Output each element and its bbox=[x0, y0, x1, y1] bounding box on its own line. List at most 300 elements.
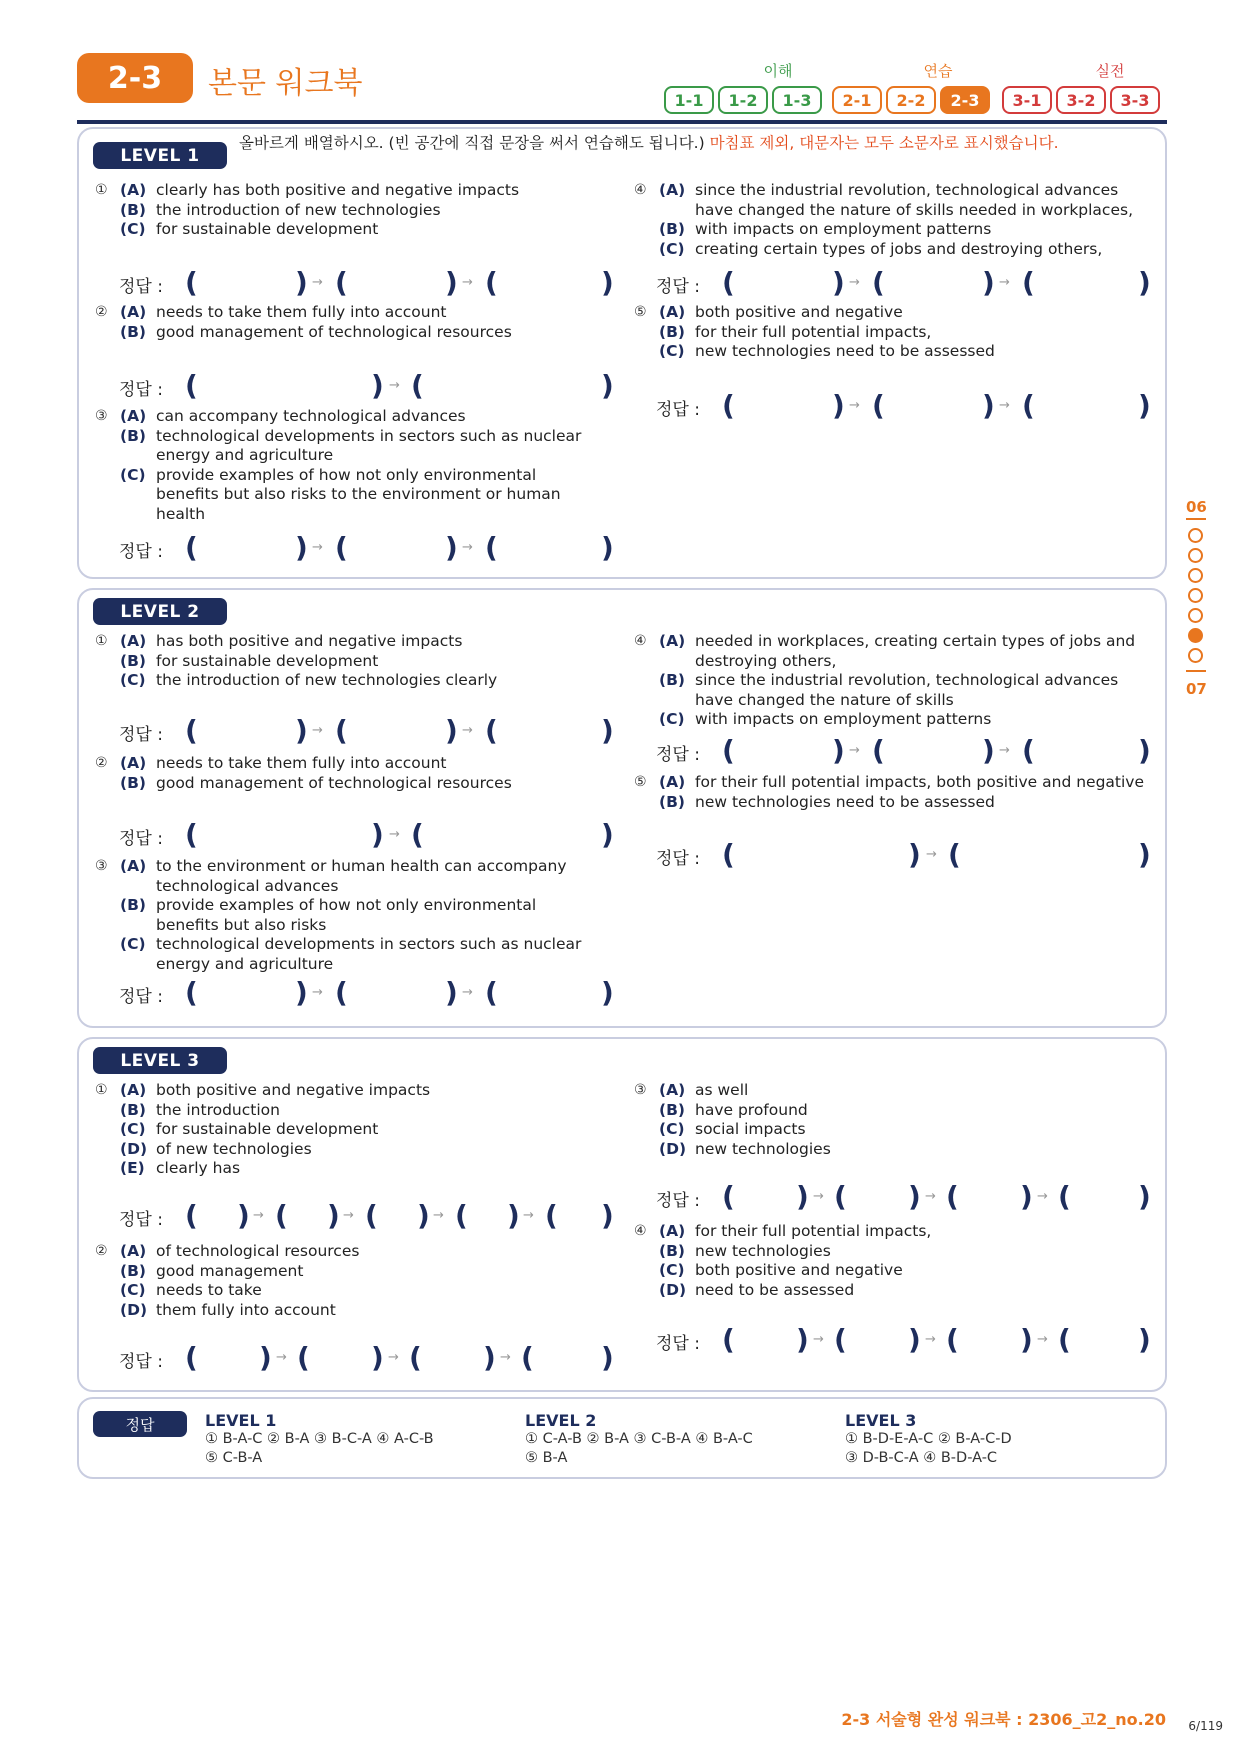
item-number: ⑤ bbox=[634, 304, 647, 320]
nav-3-1[interactable]: 3-1 bbox=[1002, 86, 1052, 114]
option-text: to the environment or human health can accompany technological advances bbox=[156, 857, 567, 895]
paren-open: ( bbox=[872, 389, 885, 422]
paren-open: ( bbox=[185, 1199, 198, 1232]
paren-close: ) bbox=[1138, 734, 1151, 767]
header-rule bbox=[77, 120, 1167, 124]
group-label-real: 실전 bbox=[1095, 62, 1125, 80]
option-key: (D) bbox=[659, 1280, 687, 1299]
paren-open: ( bbox=[521, 1341, 534, 1374]
l1-answer-4[interactable] bbox=[656, 268, 1156, 298]
nav-2-2[interactable]: 2-2 bbox=[886, 86, 936, 114]
l1-item-5 bbox=[634, 303, 1149, 362]
side-nav-top-number[interactable]: 06 bbox=[1186, 498, 1207, 516]
arrow-icon: → bbox=[433, 1208, 444, 1223]
option-key: (B) bbox=[120, 896, 146, 914]
option-key: (B) bbox=[659, 1241, 685, 1260]
l1-item-3 bbox=[95, 407, 590, 524]
item-number: ② bbox=[95, 304, 108, 320]
answer-key-level1 bbox=[205, 1411, 434, 1468]
page-title: 본문 워크북 bbox=[208, 66, 363, 101]
option-key: (A) bbox=[120, 1242, 147, 1260]
option-key: (B) bbox=[120, 1261, 146, 1280]
arrow-icon: → bbox=[343, 1208, 354, 1223]
option-text: for their full potential impacts, both positive and negative bbox=[695, 773, 1145, 791]
paren-close: ) bbox=[327, 1199, 340, 1232]
option-key: (E) bbox=[120, 1159, 145, 1177]
nav-3-2[interactable]: 3-2 bbox=[1056, 86, 1106, 114]
l3-answer-3[interactable] bbox=[656, 1182, 1156, 1212]
l2-item-3 bbox=[95, 857, 590, 974]
answer-key-title: LEVEL 2 bbox=[525, 1411, 597, 1430]
item-number: ③ bbox=[634, 1082, 647, 1098]
paren-close: ) bbox=[295, 266, 308, 299]
paren-close: ) bbox=[832, 734, 845, 767]
paren-open: ( bbox=[275, 1199, 288, 1232]
paren-close: ) bbox=[417, 1199, 430, 1232]
l2-item-4 bbox=[634, 632, 1149, 730]
option-text: technological developments in sectors such as nuclear energy and agriculture bbox=[156, 426, 582, 464]
paren-open: ( bbox=[722, 1323, 735, 1356]
paren-close: ) bbox=[796, 1323, 809, 1356]
paren-open: ( bbox=[185, 976, 198, 1009]
answer-key-title: LEVEL 1 bbox=[205, 1411, 277, 1430]
option-key: (B) bbox=[120, 426, 146, 445]
option-key: (B) bbox=[120, 1100, 146, 1119]
answer-label: 정답 : bbox=[656, 745, 700, 765]
paren-close: ) bbox=[371, 369, 384, 402]
option-text: needs to take them fully into account bbox=[156, 754, 447, 772]
arrow-icon: → bbox=[925, 1189, 936, 1204]
level1-tag: LEVEL 1 bbox=[93, 142, 227, 169]
paren-open: ( bbox=[834, 1180, 847, 1213]
paren-open: ( bbox=[485, 976, 498, 1009]
answer-key-level2 bbox=[525, 1411, 753, 1468]
answer-label: 정답 : bbox=[119, 1210, 163, 1230]
paren-open: ( bbox=[411, 369, 424, 402]
option-key: (B) bbox=[659, 322, 685, 341]
paren-close: ) bbox=[601, 1341, 614, 1374]
answer-label: 정답 : bbox=[119, 1352, 163, 1372]
l2-answer-4[interactable] bbox=[656, 736, 1156, 766]
paren-open: ( bbox=[335, 531, 348, 564]
option-key: (C) bbox=[120, 671, 146, 689]
option-text: clearly has both positive and negative impacts bbox=[156, 181, 520, 199]
option-text: both positive and negative impacts bbox=[156, 1081, 431, 1099]
nav-1-1[interactable]: 1-1 bbox=[664, 86, 714, 114]
side-nav-dot[interactable] bbox=[1188, 588, 1203, 603]
paren-open: ( bbox=[335, 714, 348, 747]
arrow-icon: → bbox=[462, 985, 473, 1000]
arrow-icon: → bbox=[813, 1332, 824, 1347]
side-nav-dot[interactable] bbox=[1188, 528, 1203, 543]
side-nav-dot-current[interactable] bbox=[1188, 628, 1203, 643]
arrow-icon: → bbox=[1037, 1189, 1048, 1204]
option-key: (C) bbox=[120, 1281, 146, 1299]
option-text: good management bbox=[156, 1261, 304, 1280]
paren-open: ( bbox=[335, 976, 348, 1009]
paren-close: ) bbox=[601, 1199, 614, 1232]
paren-close: ) bbox=[601, 266, 614, 299]
l2-item-1 bbox=[95, 632, 590, 691]
paren-close: ) bbox=[982, 734, 995, 767]
l3-item-3 bbox=[634, 1081, 1149, 1159]
paren-close: ) bbox=[982, 389, 995, 422]
option-key: (A) bbox=[659, 1222, 686, 1240]
item-number: ① bbox=[95, 182, 108, 198]
answer-label: 정답 : bbox=[119, 277, 163, 297]
option-text: both positive and negative bbox=[695, 303, 903, 321]
arrow-icon: → bbox=[500, 1350, 511, 1365]
arrow-icon: → bbox=[389, 378, 400, 393]
l1-answer-3[interactable] bbox=[119, 533, 619, 563]
option-text: of new technologies bbox=[156, 1139, 312, 1158]
answer-key-title: LEVEL 3 bbox=[845, 1411, 917, 1430]
option-text: needed in workplaces, creating certain types of jobs and destroying others, bbox=[695, 632, 1136, 670]
paren-close: ) bbox=[1020, 1323, 1033, 1356]
option-key: (B) bbox=[120, 200, 146, 219]
option-key: (A) bbox=[120, 857, 147, 875]
option-text: for sustainable development bbox=[156, 651, 379, 670]
paren-close: ) bbox=[1138, 838, 1151, 871]
paren-close: ) bbox=[371, 818, 384, 851]
paren-open: ( bbox=[185, 266, 198, 299]
option-text: both positive and negative bbox=[695, 1261, 903, 1279]
page-number: 6/119 bbox=[1188, 1719, 1223, 1733]
paren-close: ) bbox=[601, 714, 614, 747]
paren-close: ) bbox=[982, 266, 995, 299]
arrow-icon: → bbox=[312, 985, 323, 1000]
option-text: provide examples of how not only environmental benefits but also risks bbox=[156, 896, 537, 934]
nav-1-2[interactable]: 1-2 bbox=[718, 86, 768, 114]
option-text: clearly has bbox=[156, 1159, 241, 1177]
option-key: (A) bbox=[659, 303, 686, 321]
paren-open: ( bbox=[1058, 1323, 1071, 1356]
footer-title: 2-3 서술형 완성 워크북 : 2306_고2_no.20 bbox=[841, 1710, 1166, 1729]
option-key: (D) bbox=[120, 1139, 148, 1158]
level3-tag: LEVEL 3 bbox=[93, 1047, 227, 1074]
paren-open: ( bbox=[872, 266, 885, 299]
side-nav-dot[interactable] bbox=[1188, 568, 1203, 583]
option-text: can accompany technological advances bbox=[156, 407, 466, 425]
option-text: the introduction bbox=[156, 1100, 280, 1119]
paren-close: ) bbox=[832, 389, 845, 422]
paren-open: ( bbox=[722, 734, 735, 767]
l2-answer-2[interactable] bbox=[119, 820, 619, 850]
arrow-icon: → bbox=[999, 743, 1010, 758]
answer-label: 정답 : bbox=[119, 542, 163, 562]
l2-answer-5[interactable] bbox=[656, 840, 1156, 870]
item-number: ③ bbox=[95, 858, 108, 874]
side-nav-dot[interactable] bbox=[1188, 608, 1203, 623]
paren-open: ( bbox=[185, 714, 198, 747]
l3-answer-4[interactable] bbox=[656, 1325, 1156, 1355]
paren-open: ( bbox=[948, 838, 961, 871]
paren-open: ( bbox=[545, 1199, 558, 1232]
option-key: (A) bbox=[120, 407, 147, 425]
paren-open: ( bbox=[946, 1323, 959, 1356]
option-text: good management of technological resources bbox=[156, 322, 512, 341]
answer-key-box bbox=[77, 1397, 1167, 1479]
instruction bbox=[239, 133, 1159, 153]
paren-open: ( bbox=[1058, 1180, 1071, 1213]
paren-close: ) bbox=[1138, 266, 1151, 299]
paren-close: ) bbox=[445, 714, 458, 747]
answer-key-line: ③ D-B-C-A ④ B-D-A-C bbox=[845, 1450, 998, 1466]
paren-open: ( bbox=[722, 266, 735, 299]
paren-close: ) bbox=[832, 266, 845, 299]
paren-open: ( bbox=[409, 1341, 422, 1374]
option-key: (A) bbox=[120, 181, 147, 199]
item-number: ④ bbox=[634, 182, 647, 198]
option-key: (A) bbox=[659, 1081, 686, 1099]
answer-key-line: ⑤ B-A bbox=[525, 1450, 568, 1466]
arrow-icon: → bbox=[276, 1350, 287, 1365]
level3-box bbox=[77, 1037, 1167, 1392]
option-key: (C) bbox=[659, 1261, 685, 1279]
l2-answer-1[interactable] bbox=[119, 716, 619, 746]
option-text: good management of technological resources bbox=[156, 773, 512, 792]
paren-close: ) bbox=[796, 1180, 809, 1213]
answer-key-line: ① B-A-C ② B-A ③ B-C-A ④ A-C-B bbox=[205, 1431, 434, 1447]
item-number: ① bbox=[95, 633, 108, 649]
answer-key-tag: 정답 bbox=[93, 1411, 187, 1437]
l1-answer-2[interactable] bbox=[119, 371, 619, 401]
answer-label: 정답 : bbox=[119, 725, 163, 745]
answer-label: 정답 : bbox=[119, 380, 163, 400]
l2-item-2 bbox=[95, 754, 590, 793]
option-text: technological developments in sectors such as nuclear energy and agriculture bbox=[156, 935, 582, 973]
paren-open: ( bbox=[455, 1199, 468, 1232]
option-key: (C) bbox=[659, 710, 685, 728]
paren-close: ) bbox=[1020, 1180, 1033, 1213]
option-key: (B) bbox=[120, 322, 146, 341]
side-nav-dot[interactable] bbox=[1188, 548, 1203, 563]
paren-open: ( bbox=[335, 266, 348, 299]
paren-open: ( bbox=[185, 818, 198, 851]
paren-open: ( bbox=[365, 1199, 378, 1232]
option-key: (D) bbox=[120, 1300, 148, 1319]
option-text: of technological resources bbox=[156, 1242, 360, 1260]
arrow-icon: → bbox=[389, 827, 400, 842]
paren-close: ) bbox=[908, 1180, 921, 1213]
option-key: (D) bbox=[659, 1139, 687, 1158]
paren-close: ) bbox=[908, 838, 921, 871]
item-number: ④ bbox=[634, 1223, 647, 1239]
answer-label: 정답 : bbox=[656, 849, 700, 869]
l1-item-2 bbox=[95, 303, 590, 342]
option-text: new technologies bbox=[695, 1241, 831, 1260]
paren-close: ) bbox=[445, 976, 458, 1009]
arrow-icon: → bbox=[523, 1208, 534, 1223]
option-key: (B) bbox=[659, 671, 685, 689]
l3-item-1 bbox=[95, 1081, 590, 1179]
arrow-icon: → bbox=[925, 1332, 936, 1347]
arrow-icon: → bbox=[253, 1208, 264, 1223]
paren-open: ( bbox=[722, 389, 735, 422]
paren-open: ( bbox=[411, 818, 424, 851]
paren-close: ) bbox=[237, 1199, 250, 1232]
option-text: with impacts on employment patterns bbox=[695, 220, 992, 238]
paren-open: ( bbox=[1022, 389, 1035, 422]
arrow-icon: → bbox=[813, 1189, 824, 1204]
section-badge: 2-3 bbox=[77, 53, 193, 103]
side-nav-bottom-line bbox=[1186, 670, 1206, 672]
l3-item-2 bbox=[95, 1242, 590, 1320]
paren-close: ) bbox=[445, 266, 458, 299]
answer-key-line: ① B-D-E-A-C ② B-A-C-D bbox=[845, 1431, 1012, 1447]
option-text: for their full potential impacts, bbox=[695, 1222, 932, 1240]
paren-open: ( bbox=[722, 838, 735, 871]
arrow-icon: → bbox=[999, 398, 1010, 413]
answer-label: 정답 : bbox=[656, 277, 700, 297]
paren-close: ) bbox=[601, 369, 614, 402]
paren-open: ( bbox=[485, 531, 498, 564]
option-key: (C) bbox=[659, 1120, 685, 1138]
option-key: (A) bbox=[120, 632, 147, 650]
l1-answer-1[interactable] bbox=[119, 268, 619, 298]
option-text: creating certain types of jobs and destroying others, bbox=[695, 239, 1103, 258]
arrow-icon: → bbox=[1037, 1332, 1048, 1347]
paren-close: ) bbox=[259, 1341, 272, 1374]
option-key: (C) bbox=[120, 935, 146, 953]
side-nav-dot[interactable] bbox=[1188, 648, 1203, 663]
option-key: (B) bbox=[659, 792, 685, 811]
option-key: (C) bbox=[120, 220, 146, 238]
arrow-icon: → bbox=[926, 847, 937, 862]
answer-label: 정답 : bbox=[119, 987, 163, 1007]
answer-label: 정답 : bbox=[656, 1334, 700, 1354]
group-label-practice: 연습 bbox=[923, 62, 953, 80]
group-label-understand: 이해 bbox=[763, 62, 793, 80]
instruction-text: 올바르게 배열하시오. (빈 공간에 직접 문장을 써서 연습해도 됩니다.) bbox=[239, 134, 705, 152]
option-text: need to be assessed bbox=[695, 1280, 855, 1299]
option-key: (B) bbox=[120, 773, 146, 792]
l1-answer-5[interactable] bbox=[656, 391, 1156, 421]
paren-close: ) bbox=[371, 1341, 384, 1374]
arrow-icon: → bbox=[312, 275, 323, 290]
option-text: them fully into account bbox=[156, 1300, 336, 1319]
answer-key-line: ⑤ C-B-A bbox=[205, 1450, 263, 1466]
level1-box bbox=[77, 127, 1167, 579]
paren-open: ( bbox=[946, 1180, 959, 1213]
paren-close: ) bbox=[601, 976, 614, 1009]
instruction-highlight: 마침표 제외, 대문자는 모두 소문자로 표시했습니다. bbox=[704, 134, 1059, 152]
l2-answer-3[interactable] bbox=[119, 978, 619, 1008]
paren-open: ( bbox=[185, 1341, 198, 1374]
item-number: ① bbox=[95, 1082, 108, 1098]
option-key: (A) bbox=[659, 181, 686, 199]
arrow-icon: → bbox=[312, 723, 323, 738]
paren-close: ) bbox=[601, 818, 614, 851]
option-text: needs to take them fully into account bbox=[156, 303, 447, 321]
option-text: new technologies need to be assessed bbox=[695, 342, 995, 360]
paren-close: ) bbox=[1138, 1180, 1151, 1213]
answer-key-level3 bbox=[845, 1411, 1012, 1468]
arrow-icon: → bbox=[849, 743, 860, 758]
answer-key-line: ① C-A-B ② B-A ③ C-B-A ④ B-A-C bbox=[525, 1431, 753, 1447]
arrow-icon: → bbox=[999, 275, 1010, 290]
option-text: provide examples of how not only environmental benefits but also risks to the environment or human health bbox=[156, 465, 561, 523]
option-key: (B) bbox=[659, 220, 685, 238]
nav-2-1[interactable]: 2-1 bbox=[832, 86, 882, 114]
option-text: as well bbox=[695, 1081, 749, 1099]
paren-open: ( bbox=[185, 369, 198, 402]
option-text: new technologies need to be assessed bbox=[695, 792, 995, 811]
paren-open: ( bbox=[297, 1341, 310, 1374]
arrow-icon: → bbox=[462, 540, 473, 555]
paren-close: ) bbox=[908, 1323, 921, 1356]
option-text: the introduction of new technologies clearly bbox=[156, 671, 498, 689]
paren-open: ( bbox=[722, 1180, 735, 1213]
l3-answer-2[interactable] bbox=[119, 1343, 619, 1373]
paren-close: ) bbox=[1138, 389, 1151, 422]
paren-open: ( bbox=[872, 734, 885, 767]
option-text: for sustainable development bbox=[156, 220, 379, 238]
paren-open: ( bbox=[485, 266, 498, 299]
paren-close: ) bbox=[445, 531, 458, 564]
l1-item-4 bbox=[634, 181, 1149, 259]
level2-box bbox=[77, 588, 1167, 1028]
nav-1-3[interactable]: 1-3 bbox=[772, 86, 822, 114]
option-text: with impacts on employment patterns bbox=[695, 710, 992, 728]
arrow-icon: → bbox=[849, 275, 860, 290]
option-key: (B) bbox=[120, 651, 146, 670]
option-key: (A) bbox=[659, 773, 686, 791]
item-number: ② bbox=[95, 1243, 108, 1259]
nav-3-3[interactable]: 3-3 bbox=[1110, 86, 1160, 114]
answer-label: 정답 : bbox=[119, 829, 163, 849]
l1-item-1 bbox=[95, 181, 590, 240]
paren-open: ( bbox=[834, 1323, 847, 1356]
option-key: (A) bbox=[120, 303, 147, 321]
item-number: ② bbox=[95, 755, 108, 771]
l3-item-4 bbox=[634, 1222, 1149, 1300]
arrow-icon: → bbox=[312, 540, 323, 555]
paren-close: ) bbox=[1138, 1323, 1151, 1356]
l3-answer-1[interactable] bbox=[119, 1201, 619, 1231]
option-text: for their full potential impacts, bbox=[695, 322, 932, 341]
option-text: for sustainable development bbox=[156, 1120, 379, 1138]
arrow-icon: → bbox=[388, 1350, 399, 1365]
option-key: (C) bbox=[659, 239, 685, 258]
arrow-icon: → bbox=[462, 723, 473, 738]
option-key: (A) bbox=[120, 754, 147, 772]
paren-open: ( bbox=[1022, 734, 1035, 767]
option-text: social impacts bbox=[695, 1120, 806, 1138]
paren-close: ) bbox=[295, 976, 308, 1009]
side-nav-bottom-number[interactable]: 07 bbox=[1186, 680, 1207, 698]
answer-label: 정답 : bbox=[656, 1191, 700, 1211]
nav-2-3[interactable]: 2-3 bbox=[940, 86, 990, 114]
paren-close: ) bbox=[295, 531, 308, 564]
paren-close: ) bbox=[601, 531, 614, 564]
option-text: needs to take bbox=[156, 1281, 262, 1299]
option-text: since the industrial revolution, technological advances have changed the nature of skills needed in workplaces, bbox=[695, 181, 1133, 219]
paren-close: ) bbox=[483, 1341, 496, 1374]
option-key: (A) bbox=[120, 1081, 147, 1099]
item-number: ③ bbox=[95, 408, 108, 424]
arrow-icon: → bbox=[849, 398, 860, 413]
option-text: the introduction of new technologies bbox=[156, 200, 441, 219]
option-text: has both positive and negative impacts bbox=[156, 632, 463, 650]
item-number: ⑤ bbox=[634, 774, 647, 790]
option-key: (C) bbox=[120, 465, 146, 484]
arrow-icon: → bbox=[462, 275, 473, 290]
paren-open: ( bbox=[485, 714, 498, 747]
l2-item-5 bbox=[634, 773, 1149, 812]
paren-open: ( bbox=[1022, 266, 1035, 299]
option-key: (B) bbox=[659, 1100, 685, 1119]
